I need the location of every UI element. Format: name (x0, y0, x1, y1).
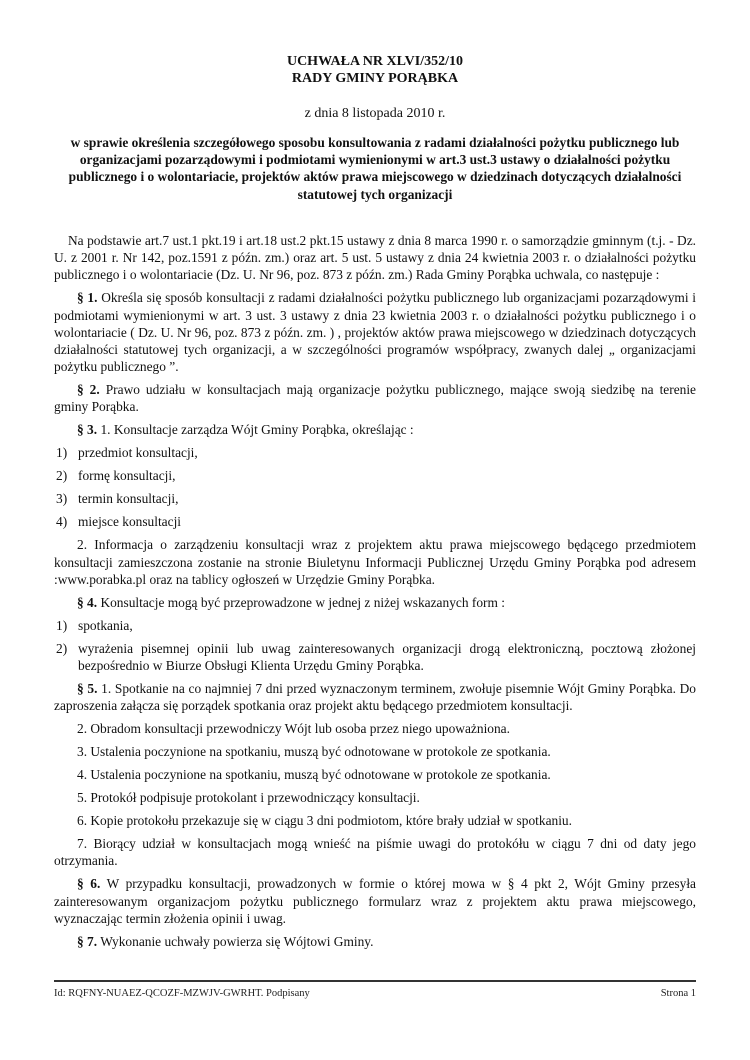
section-label: § 5. (77, 681, 98, 697)
document-id: Id: RQFNY-NUAEZ-QCOZF-MZWJV-GWRHT. Podpisany (54, 988, 310, 999)
section-label: § 4. (77, 594, 98, 610)
section-label: § 1. (77, 290, 98, 306)
preamble: Na podstawie art.7 ust.1 pkt.19 i art.18 ust.2 pkt.15 ustawy z dnia 8 marca 1990 r. o samorządzie gminnym (t.j. - Dz. U. z 2001 r. Nr 142, poz.1591 z późn. zm.) oraz art. 5 ust. 5 ustawy z dnia 24 kwietnia 2003 r. o działalności pożytku publicznego i o wolontariacie (Dz. U. Nr 96, poz. 873 z późn. zm.) Rada Gminy Porąbka uchwala, co następuje : (54, 233, 696, 283)
list-item: 3) termin konsultacji, (56, 491, 179, 507)
section-5-point: 7. Biorący udział w konsultacjach mogą wnieść na piśmie uwagi do protokółu w ciągu 7 dni od daty jego otrzymania. (54, 836, 696, 869)
section-5-point: 2. Obradom konsultacji przewodniczy Wójt lub osoba przez niego upoważniona. (77, 721, 510, 737)
resolution-title (54, 53, 696, 87)
section-5: § 5. 1. Spotkanie na co najmniej 7 dni przed wyznaczonym terminem, zwołuje pisemnie Wójt Gminy Porąbka. Do zaproszenia załącza się porządek spotkania oraz projekt aktu będącego przedmiotem konsultacji. (54, 681, 697, 714)
list-item: 1) spotkania, (56, 617, 133, 633)
section-label: § 6. (77, 876, 101, 892)
section-label: § 2. (77, 382, 100, 398)
section-5-point: 6. Kopie protokołu przekazuje się w ciągu 3 dni podmiotom, które brały udział w spotkaniu. (77, 813, 572, 829)
resolution-date: z dnia 8 listopada 2010 r. (304, 106, 446, 121)
section-3-point-2: 2. Informacja o zarządzeniu konsultacji wraz z projektem aktu prawa miejscowego będącego przedmiotem konsultacji zamieszczona zostanie na stronie Biuletynu Informacji Publicznej Urzędu Gminy Porąbka pod adresem :www.porabka.pl oraz na tablicy ogłoszeń w Urzędzie Gminy Porąbka. (54, 537, 696, 587)
section-5-point: 4. Ustalenia poczynione na spotkaniu, muszą być odnotowane w protokole ze spotkania. (77, 767, 551, 783)
footer-divider (54, 980, 696, 982)
list-item: 2) formę konsultacji, (56, 468, 176, 484)
list-item: 4) miejsce konsultacji (56, 514, 182, 530)
resolution-body (54, 232, 696, 956)
section-7: § 7. Wykonanie uchwały powierza się Wójtowi Gminy. (77, 933, 374, 949)
resolution-subject: w sprawie określenia szczegółowego sposobu konsultowania z radami działalności pożytku publicznego lub organizacjami pozarządowymi i podmiotami wymienionymi w art.3 ust.3 ustawy o działalności pożytku publicznego i o wolontariacie, projektów aktów prawa miejscowego w dziedzinach dotyczących działalności statutowej tych organizacji (68, 135, 682, 202)
section-label: § 7. (77, 933, 98, 949)
section-3: § 3. 1. Konsultacje zarządza Wójt Gminy Porąbka, określając : (77, 422, 414, 438)
section-6: § 6. W przypadku konsultacji, prowadzonych w formie o której mowa w § 4 pkt 2, Wójt Gminy przesyła zainteresowanym organizacjom pożytku publicznego formularz wraz z projektem aktu prawa miejscowego, wyznaczając termin złożenia opinii i uwag. (54, 876, 697, 926)
page-number: Strona 1 (660, 988, 696, 999)
title-line-2: RADY GMINY PORĄBKA (291, 71, 459, 86)
title-line-1: UCHWAŁA NR XLVI/352/10 (286, 54, 464, 69)
page-footer (54, 987, 696, 1000)
section-5-point: 5. Protokół podpisuje protokolant i przewodniczący konsultacji. (77, 790, 420, 806)
section-1: § 1. Określa się sposób konsultacji z radami działalności pożytku publicznego lub organizacjami pozarządowymi i podmiotami wymienionymi w art. 3 ust. 3 ustawy z dnia 23 kwietnia 2003 r. o działalności pożytku publicznego i o wolontariacie ( Dz. U. Nr 96, poz. 873 z późn. zm. ) , projektów aktów prawa miejscowego w dziedzinach dotyczących działalności statutowej tych organizacji, a w szczególności programów współpracy, zwanych dalej „ organizacjami pożytku publicznego ”. (54, 290, 696, 375)
section-label: § 3. (77, 422, 98, 438)
list-item: 1) przedmiot konsultacji, (56, 445, 198, 461)
list-item: 2) wyrażenia pisemnej opinii lub uwag zainteresowanych organizacji drogą elektroniczną, pocztową złożonej bezpośrednio w Biurze Obsługi Klienta Urzędu Gminy Porąbka. (56, 640, 696, 674)
section-4: § 4. Konsultacje mogą być przeprowadzone w jednej z niżej wskazanych form : (77, 594, 505, 610)
section-2: § 2. Prawo udziału w konsultacjach mają organizacje pożytku publicznego, mające swoją siedzibę na terenie gminy Porąbka. (54, 382, 696, 415)
section-5-point: 3. Ustalenia poczynione na spotkaniu, muszą być odnotowane w protokole ze spotkania. (77, 744, 551, 760)
